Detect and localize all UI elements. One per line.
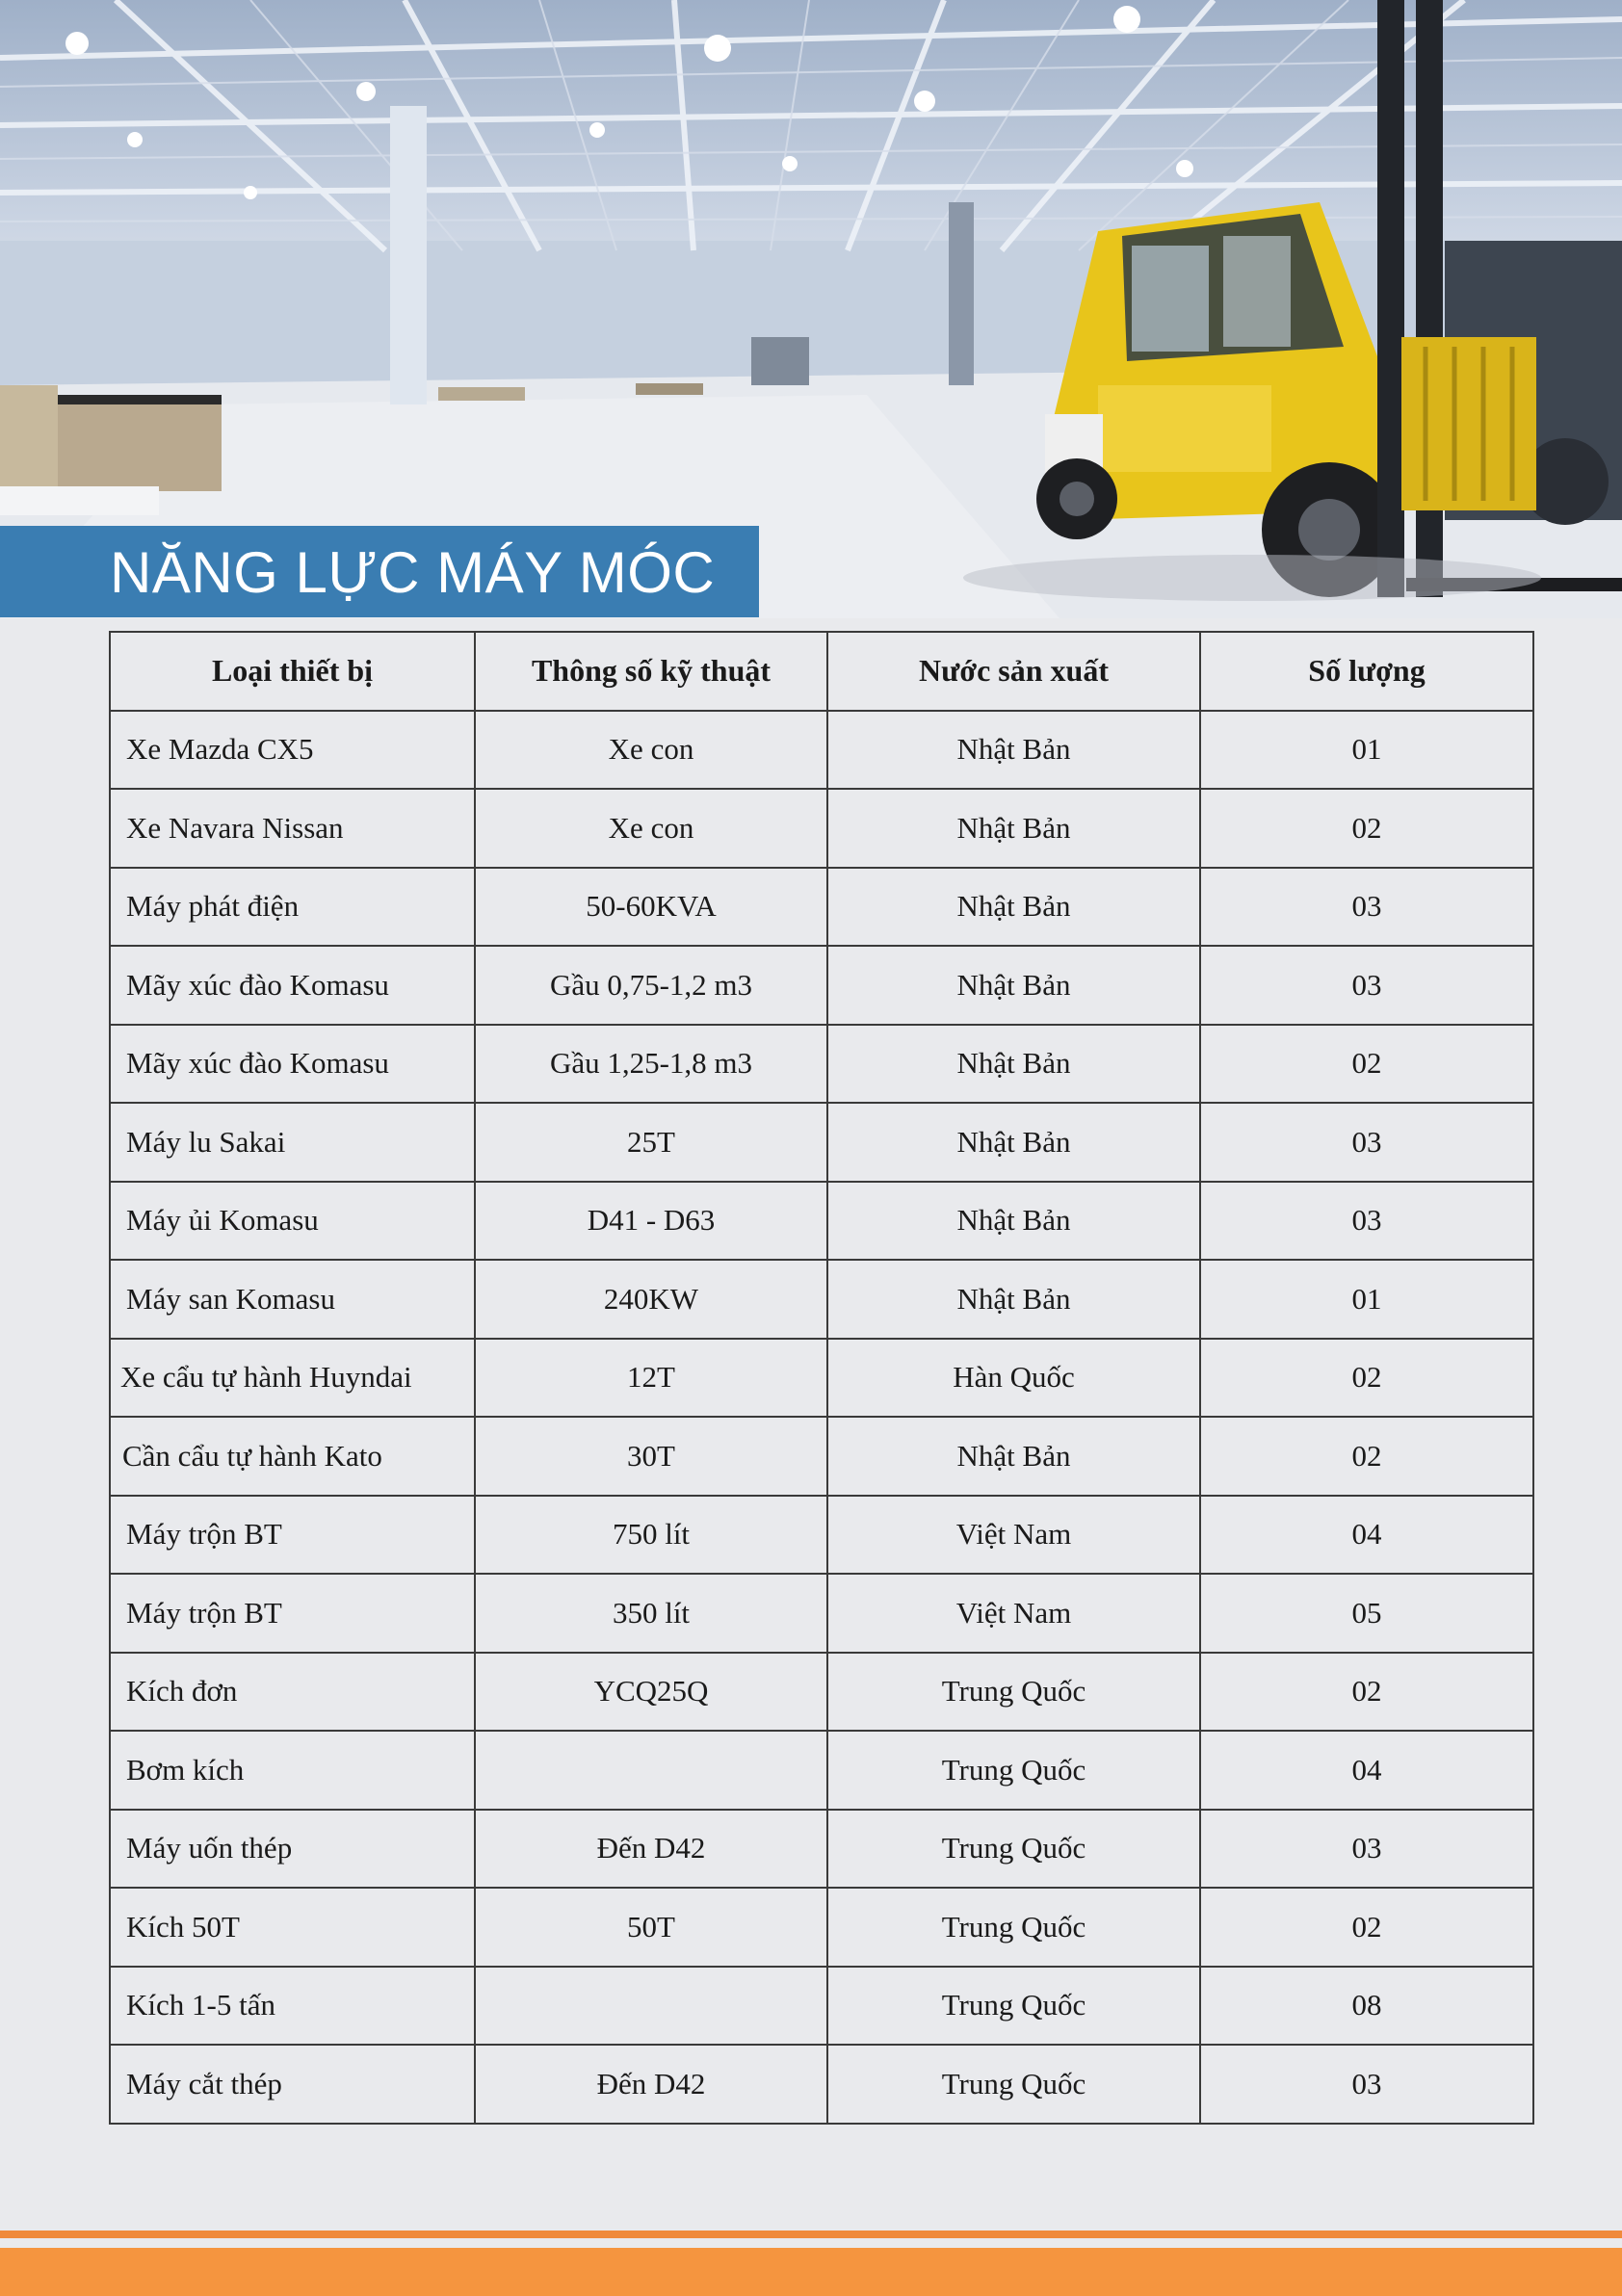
- cell-equipment: Xe Navara Nissan: [110, 789, 475, 868]
- cell-spec: YCQ25Q: [475, 1653, 827, 1732]
- cell-spec: 25T: [475, 1103, 827, 1182]
- table-row: [110, 789, 1533, 868]
- cell-quantity: 02: [1200, 1339, 1533, 1418]
- column-header-spec: Thông số kỹ thuật: [475, 632, 827, 711]
- cell-equipment: Bơm kích: [110, 1731, 475, 1810]
- cell-equipment: Mãy xúc đào Komasu: [110, 946, 475, 1025]
- cell-spec: Gầu 1,25-1,8 m3: [475, 1025, 827, 1104]
- hero-banner: [0, 0, 1622, 618]
- table-row: [110, 2045, 1533, 2124]
- cell-origin: Hàn Quốc: [827, 1339, 1200, 1418]
- table-row: [110, 946, 1533, 1025]
- cell-spec: 12T: [475, 1339, 827, 1418]
- cell-equipment: Máy phát điện: [110, 868, 475, 947]
- cell-quantity: 01: [1200, 711, 1533, 790]
- cell-equipment: Máy cắt thép: [110, 2045, 475, 2124]
- cell-origin: Nhật Bản: [827, 789, 1200, 868]
- cell-spec: Xe con: [475, 711, 827, 790]
- cell-spec: 50-60KVA: [475, 868, 827, 947]
- cell-spec: 240KW: [475, 1260, 827, 1339]
- cell-origin: Trung Quốc: [827, 1888, 1200, 1967]
- cell-origin: Nhật Bản: [827, 1025, 1200, 1104]
- cell-quantity: 02: [1200, 1025, 1533, 1104]
- cell-origin: Nhật Bản: [827, 868, 1200, 947]
- cell-quantity: 04: [1200, 1496, 1533, 1575]
- footer-stripe-thin: [0, 2231, 1622, 2238]
- cell-equipment: Xe Mazda CX5: [110, 711, 475, 790]
- cell-spec: Gầu 0,75-1,2 m3: [475, 946, 827, 1025]
- cell-origin: Nhật Bản: [827, 946, 1200, 1025]
- table-row: [110, 711, 1533, 790]
- table-row: [110, 868, 1533, 947]
- cell-spec: D41 - D63: [475, 1182, 827, 1261]
- page-title: NĂNG LỰC MÁY MÓC: [110, 540, 716, 605]
- table-row: [110, 1496, 1533, 1575]
- cell-origin: Nhật Bản: [827, 1182, 1200, 1261]
- cell-equipment: Kích 1-5 tấn: [110, 1967, 475, 2046]
- table-row: [110, 1653, 1533, 1732]
- table-row: [110, 1574, 1533, 1653]
- cell-equipment: Mãy xúc đào Komasu: [110, 1025, 475, 1104]
- cell-spec: 750 lít: [475, 1496, 827, 1575]
- cell-spec: 50T: [475, 1888, 827, 1967]
- cell-equipment: Máy trộn BT: [110, 1496, 475, 1575]
- cell-equipment: Máy lu Sakai: [110, 1103, 475, 1182]
- section-title-band: [0, 526, 759, 617]
- cell-origin: Nhật Bản: [827, 711, 1200, 790]
- cell-quantity: 02: [1200, 1888, 1533, 1967]
- cell-spec: Đến D42: [475, 1810, 827, 1889]
- table-row: [110, 1260, 1533, 1339]
- equipment-table: [109, 631, 1534, 2125]
- cell-quantity: 02: [1200, 789, 1533, 868]
- cell-quantity: 03: [1200, 1182, 1533, 1261]
- cell-origin: Trung Quốc: [827, 1967, 1200, 2046]
- table-row: [110, 1182, 1533, 1261]
- cell-origin: Việt Nam: [827, 1574, 1200, 1653]
- column-header-origin: Nước sản xuất: [827, 632, 1200, 711]
- cell-spec: [475, 1967, 827, 2046]
- cell-spec: Xe con: [475, 789, 827, 868]
- table-row: [110, 1731, 1533, 1810]
- cell-equipment: Cần cẩu tự hành Kato: [110, 1417, 475, 1496]
- cell-quantity: 05: [1200, 1574, 1533, 1653]
- cell-origin: Trung Quốc: [827, 1731, 1200, 1810]
- table-row: [110, 1025, 1533, 1104]
- cell-equipment: Máy trộn BT: [110, 1574, 475, 1653]
- cell-origin: Nhật Bản: [827, 1417, 1200, 1496]
- cell-spec: [475, 1731, 827, 1810]
- table-row: [110, 1967, 1533, 2046]
- cell-quantity: 03: [1200, 868, 1533, 947]
- cell-origin: Trung Quốc: [827, 2045, 1200, 2124]
- table-row: [110, 1103, 1533, 1182]
- cell-spec: Đến D42: [475, 2045, 827, 2124]
- table-row: [110, 1888, 1533, 1967]
- cell-spec: 350 lít: [475, 1574, 827, 1653]
- cell-equipment: Kích 50T: [110, 1888, 475, 1967]
- footer-stripe-thick: [0, 2248, 1622, 2296]
- column-header-quantity: Số lượng: [1200, 632, 1533, 711]
- cell-equipment: Máy ủi Komasu: [110, 1182, 475, 1261]
- cell-quantity: 03: [1200, 2045, 1533, 2124]
- column-header-equipment: Loại thiết bị: [110, 632, 475, 711]
- cell-spec: 30T: [475, 1417, 827, 1496]
- cell-equipment: Máy san Komasu: [110, 1260, 475, 1339]
- cell-origin: Trung Quốc: [827, 1653, 1200, 1732]
- cell-origin: Nhật Bản: [827, 1103, 1200, 1182]
- table-row: [110, 1810, 1533, 1889]
- table-header-row: [110, 632, 1533, 711]
- cell-origin: Trung Quốc: [827, 1810, 1200, 1889]
- cell-quantity: 03: [1200, 1103, 1533, 1182]
- cell-equipment: Xe cẩu tự hành Huyndai: [110, 1339, 475, 1418]
- cell-quantity: 02: [1200, 1653, 1533, 1732]
- cell-quantity: 04: [1200, 1731, 1533, 1810]
- cell-equipment: Kích đơn: [110, 1653, 475, 1732]
- table-row: [110, 1417, 1533, 1496]
- cell-origin: Nhật Bản: [827, 1260, 1200, 1339]
- cell-origin: Việt Nam: [827, 1496, 1200, 1575]
- cell-quantity: 03: [1200, 1810, 1533, 1889]
- cell-quantity: 02: [1200, 1417, 1533, 1496]
- cell-equipment: Máy uốn thép: [110, 1810, 475, 1889]
- cell-quantity: 03: [1200, 946, 1533, 1025]
- table-row: [110, 1339, 1533, 1418]
- cell-quantity: 08: [1200, 1967, 1533, 2046]
- cell-quantity: 01: [1200, 1260, 1533, 1339]
